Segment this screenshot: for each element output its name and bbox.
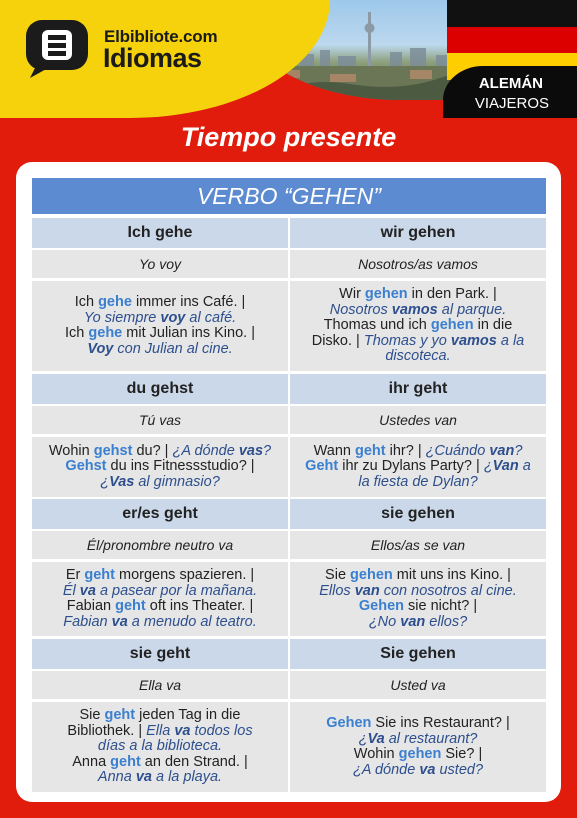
example-text: al gimnasio?: [134, 473, 220, 490]
example-text: Yo siempre: [83, 309, 161, 326]
example-line: [294, 716, 542, 732]
example-text: usted?: [435, 761, 484, 778]
example-text: Wohin: [48, 442, 94, 459]
pronoun-label: er/es geht: [122, 505, 198, 522]
example-line: [294, 287, 542, 303]
translation-cell: [32, 250, 288, 278]
example-text: a menudo al teatro.: [127, 613, 257, 630]
verb-highlight: vas: [238, 442, 264, 459]
example-line: [294, 349, 542, 365]
example-text: al parque.: [437, 301, 507, 318]
example-text: in den Park. |: [407, 286, 497, 303]
example-text: días a la biblioteca.: [97, 738, 223, 755]
examples-cell: [290, 437, 546, 497]
example-text: discoteca.: [385, 348, 451, 365]
example-line: [36, 724, 284, 740]
example-line: [294, 444, 542, 460]
translation-cell: [290, 250, 546, 278]
verb-highlight: Geht: [305, 458, 339, 475]
example-line: [36, 444, 284, 460]
pronoun-cell: [290, 218, 546, 248]
badge-category: VIAJEROS: [474, 95, 549, 112]
examples-cell: [290, 562, 546, 636]
example-line: [294, 763, 542, 779]
examples-cell: [32, 562, 288, 636]
example-text: Thomas y yo: [363, 332, 451, 349]
verb-highlight: geht: [110, 753, 141, 770]
example-text: a pasear por la mañana.: [95, 582, 258, 599]
verb-highlight: gehst: [93, 442, 133, 459]
translation-label: Yo voy: [138, 256, 182, 272]
example-line: [294, 568, 542, 584]
example-text: al café.: [185, 309, 237, 326]
translation-label: Ella va: [138, 677, 182, 693]
brand-site: Elbibliote.com: [104, 27, 218, 46]
example-text: ¿: [100, 473, 110, 490]
example-text: in die: [473, 317, 513, 334]
verb-highlight: voy: [160, 309, 186, 326]
example-text: Ellos: [319, 582, 355, 599]
pronoun-label: Ich gehe: [127, 224, 193, 241]
example-text: Wohin: [353, 746, 399, 762]
verb-highlight: van: [400, 613, 426, 630]
verb-highlight: gehen: [430, 317, 474, 334]
verb-highlight: geht: [104, 707, 136, 724]
translation-cell: [32, 671, 288, 699]
example-text: ¿: [358, 730, 368, 747]
example-text: ihr? |: [385, 442, 426, 459]
example-line: [294, 459, 542, 475]
verb-highlight: Gehen: [358, 598, 405, 614]
example-text: Ich: [74, 294, 99, 310]
pronoun-cell: [290, 374, 546, 404]
example-line: [294, 334, 542, 350]
example-line: [36, 755, 284, 771]
verb-highlight: va: [419, 761, 436, 778]
verb-header: [32, 178, 546, 214]
example-text: oft ins Theater. |: [145, 598, 254, 614]
example-text: immer ins Café. |: [131, 294, 246, 310]
verb-highlight: Voy: [87, 340, 114, 357]
verb-highlight: van: [354, 582, 380, 599]
example-line: [36, 615, 284, 631]
examples-cell: [290, 702, 546, 792]
example-text: ellos?: [425, 613, 468, 630]
verb-highlight: Gehen: [326, 715, 372, 731]
translation-label: Usted va: [390, 677, 446, 693]
example-text: Anna: [97, 769, 136, 786]
example-text: Anna: [72, 753, 111, 770]
examples-cell: [32, 281, 288, 371]
pronoun-label: Sie gehen: [380, 645, 456, 662]
page-title: Tiempo presente: [180, 122, 397, 152]
translation-label: Nosotros/as vamos: [358, 256, 478, 272]
example-line: [294, 615, 542, 631]
example-text: a la playa.: [151, 769, 223, 786]
example-line: [294, 303, 542, 319]
pronoun-label: du gehst: [126, 380, 194, 397]
example-line: [36, 599, 284, 615]
example-text: Ich: [65, 325, 89, 341]
example-line: [36, 770, 284, 786]
verb-highlight: gehe: [88, 325, 123, 341]
example-line: [294, 475, 542, 491]
example-text: an den Strand. |: [140, 753, 248, 770]
pronoun-cell: [290, 499, 546, 529]
verb-highlight: gehen: [350, 567, 393, 583]
verb-highlight: geht: [84, 567, 115, 583]
example-line: [36, 475, 284, 491]
translation-cell: [32, 406, 288, 434]
example-line: [294, 599, 542, 615]
pronoun-cell: [290, 639, 546, 669]
example-text: du ins Fitnessstudio? |: [106, 458, 255, 475]
verb-highlight: va: [79, 582, 96, 599]
example-text: du? |: [132, 442, 173, 459]
example-text: mit uns ins Kino. |: [392, 567, 511, 583]
pronoun-label: ihr geht: [388, 380, 448, 397]
example-text: morgens spazieren. |: [114, 567, 255, 583]
verb-highlight: Va: [367, 730, 385, 747]
example-text: ?: [514, 442, 523, 459]
example-line: [294, 584, 542, 600]
badge-language: ALEMÁN: [478, 75, 543, 92]
example-line: [36, 568, 284, 584]
example-line: [36, 342, 284, 358]
verb-highlight: Van: [492, 458, 519, 475]
examples-cell: [32, 437, 288, 497]
translation-label: Ellos/as se van: [370, 537, 466, 553]
verb-highlight: vamos: [391, 301, 438, 318]
pronoun-label: sie geht: [129, 645, 191, 662]
language-badge: [443, 66, 577, 118]
example-text: Sie ins Restaurant? |: [371, 715, 510, 731]
translation-label: Él/pronombre neutro va: [86, 537, 234, 553]
example-line: [294, 318, 542, 334]
brand-name: Idiomas: [103, 43, 202, 73]
verb-highlight: va: [111, 613, 128, 630]
translation-label: Tú vas: [138, 412, 181, 428]
example-text: con Julian al cine.: [113, 340, 233, 357]
pronoun-cell: [32, 374, 288, 404]
verb-header-verb: “GEHEN”: [283, 183, 382, 209]
logo-icon: [22, 16, 102, 80]
example-text: sie nicht? |: [404, 598, 478, 614]
verb-highlight: gehen: [364, 286, 408, 303]
example-line: [36, 739, 284, 755]
example-text: ?: [263, 442, 272, 459]
example-text: ihr zu Dylans Party? |: [338, 458, 484, 475]
verb-highlight: gehe: [98, 294, 132, 310]
example-text: Er: [65, 567, 85, 583]
example-text: con nosotros al cine.: [379, 582, 517, 599]
example-line: [294, 747, 542, 763]
example-line: [36, 295, 284, 311]
example-text: ¿A dónde: [352, 761, 420, 778]
translation-cell: [290, 671, 546, 699]
example-text: todos los: [190, 722, 253, 739]
header: [0, 0, 577, 118]
example-text: Disko. |: [311, 332, 364, 349]
verb-header-prefix: VERBO: [196, 183, 284, 209]
example-line: [36, 584, 284, 600]
verb-highlight: geht: [354, 442, 386, 459]
example-text: Ella: [146, 722, 175, 739]
examples-cell: [32, 702, 288, 792]
translation-cell: [32, 531, 288, 559]
pronoun-cell: [32, 639, 288, 669]
example-line: [36, 311, 284, 327]
example-text: ¿Cuándo: [425, 442, 490, 459]
example-text: ¿No: [368, 613, 401, 630]
example-text: Nosotros: [329, 301, 392, 318]
verb-highlight: Vas: [109, 473, 135, 490]
example-text: a la: [496, 332, 525, 349]
example-text: ¿A dónde: [172, 442, 239, 459]
example-text: a: [518, 458, 531, 475]
verb-highlight: gehen: [398, 746, 442, 762]
example-text: jeden Tag in die: [135, 707, 241, 724]
example-text: Thomas und ich: [323, 317, 431, 334]
pronoun-label: sie gehen: [381, 505, 455, 522]
translation-cell: [290, 406, 546, 434]
examples-cell: [290, 281, 546, 371]
example-text: Él: [62, 582, 80, 599]
verb-highlight: vamos: [450, 332, 497, 349]
example-text: Fabian: [66, 598, 116, 614]
example-text: Sie? |: [441, 746, 483, 762]
verb-highlight: va: [174, 722, 191, 739]
example-text: ¿: [483, 458, 493, 475]
translation-label: Ustedes van: [379, 412, 457, 428]
example-text: Bibliothek. |: [67, 722, 147, 739]
example-line: [36, 459, 284, 475]
verb-highlight: va: [135, 769, 152, 786]
example-text: Wann: [313, 442, 355, 459]
example-text: Sie: [79, 707, 105, 724]
pronoun-label: wir gehen: [380, 224, 456, 241]
example-line: [294, 732, 542, 748]
example-text: Wir: [339, 286, 365, 303]
example-line: [36, 326, 284, 342]
example-text: al restaurant?: [384, 730, 478, 747]
verb-highlight: van: [489, 442, 515, 459]
pronoun-cell: [32, 218, 288, 248]
example-text: la fiesta de Dylan?: [358, 473, 478, 490]
verb-highlight: Gehst: [65, 458, 107, 475]
translation-cell: [290, 531, 546, 559]
pronoun-cell: [32, 499, 288, 529]
example-text: Sie: [325, 567, 351, 583]
example-text: mit Julian ins Kino. |: [122, 325, 255, 341]
example-text: Fabian: [63, 613, 112, 630]
example-line: [36, 708, 284, 724]
verb-highlight: geht: [115, 598, 146, 614]
